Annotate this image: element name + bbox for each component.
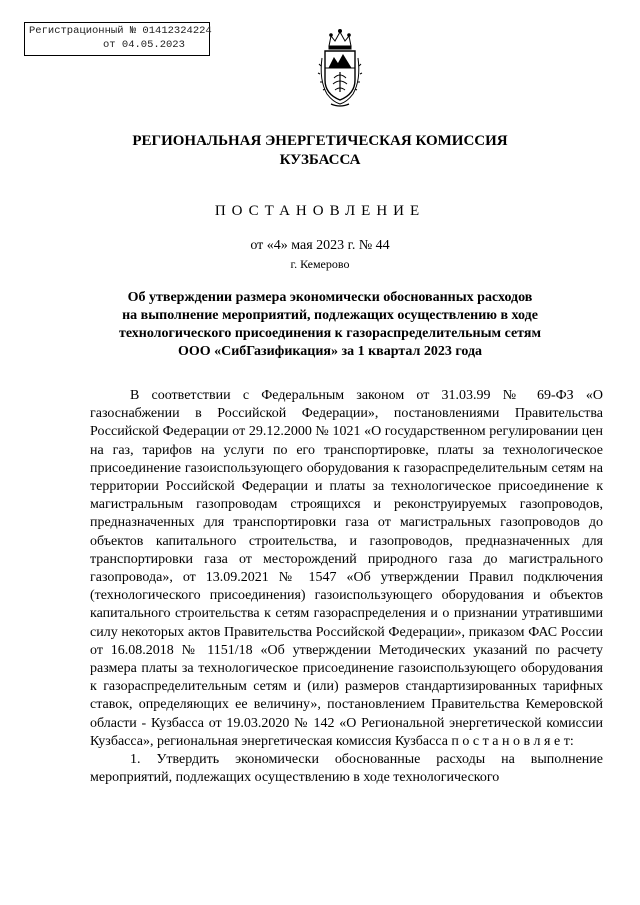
subject-line3: технологического присоединения к газораспределительным сетям [118, 326, 541, 341]
kuzbass-coat-of-arms-icon [317, 28, 363, 110]
document-city: г. Кемерово [290, 257, 350, 271]
organization-name-line2: КУЗБАССА [279, 152, 361, 168]
registration-date: от 04.05.2023 [103, 39, 185, 51]
subject-line1: Об утверждении размера экономически обоснованных расходов [127, 290, 533, 305]
document-body [90, 387, 603, 787]
organization-name-line1: РЕГИОНАЛЬНАЯ ЭНЕРГЕТИЧЕСКАЯ КОМИССИЯ [132, 133, 508, 149]
document-date-number: от «4» мая 2023 г. № 44 [250, 238, 390, 253]
organization-name [0, 132, 640, 170]
preamble-paragraph: В соответствии с Федеральным законом от 31.03.99 № 69-ФЗ «О газоснабжении в Российской Федерации», постановлениями Правительства Российской Федерации от 29.12.2000 № 1021 «О государственном регулировании цен на газ, тарифов на услуги по его транспортировке, платы за технологическое присоединение газоиспользующего оборудования к газораспределительным сетям на территории Российской Федерации и платы за технологическое присоединение к магистральным газопроводам строящихся и реконструируемых газопроводов, предназначенных для транспортировки газа от магистральных газопроводов до объектов капитального строительства, и газопроводов, предназначенных для транспортировки газа от месторождений природного газа до магистрального газопровода», от 13.09.2021 № 1547 «Об утверждении Правил подключения (технологического присоединения) газоиспользующего оборудования и объектов капитального строительства к сетям газораспределения и о признании утратившими силу некоторых актов Правительства Российской Федерации», приказом ФАС России от 16.08.2018 № 1151/18 «Об утверждении Методических указаний по расчету размера платы за технологическое присоединение газоиспользующего оборудования к газораспределительным сетям и (или) размеров стандартизированных тарифных ставок, определяющих ее величину», постановлением Правительства Кемеровской области - Кузбасса от 19.03.2020 № 142 «О Региональной энергетической комиссии Кузбасса», региональная энергетическая комиссия Кузбасса п о с т а н о в л я е т: [90, 388, 603, 749]
document-subject [90, 289, 570, 361]
resolution-item-1: 1. Утвердить экономически обоснованные расходы на выполнение мероприятий, подлежащих осуществлению в ходе технологического [90, 752, 603, 786]
subject-line4: ООО «СибГазификация» за 1 квартал 2023 года [177, 344, 483, 359]
registration-number: Регистрационный № 01412324224 [29, 25, 212, 37]
document-type: ПОСТАНОВЛЕНИЕ [214, 203, 426, 219]
subject-line2: на выполнение мероприятий, подлежащих осуществлению в ходе [122, 308, 538, 323]
registration-stamp [24, 22, 210, 56]
